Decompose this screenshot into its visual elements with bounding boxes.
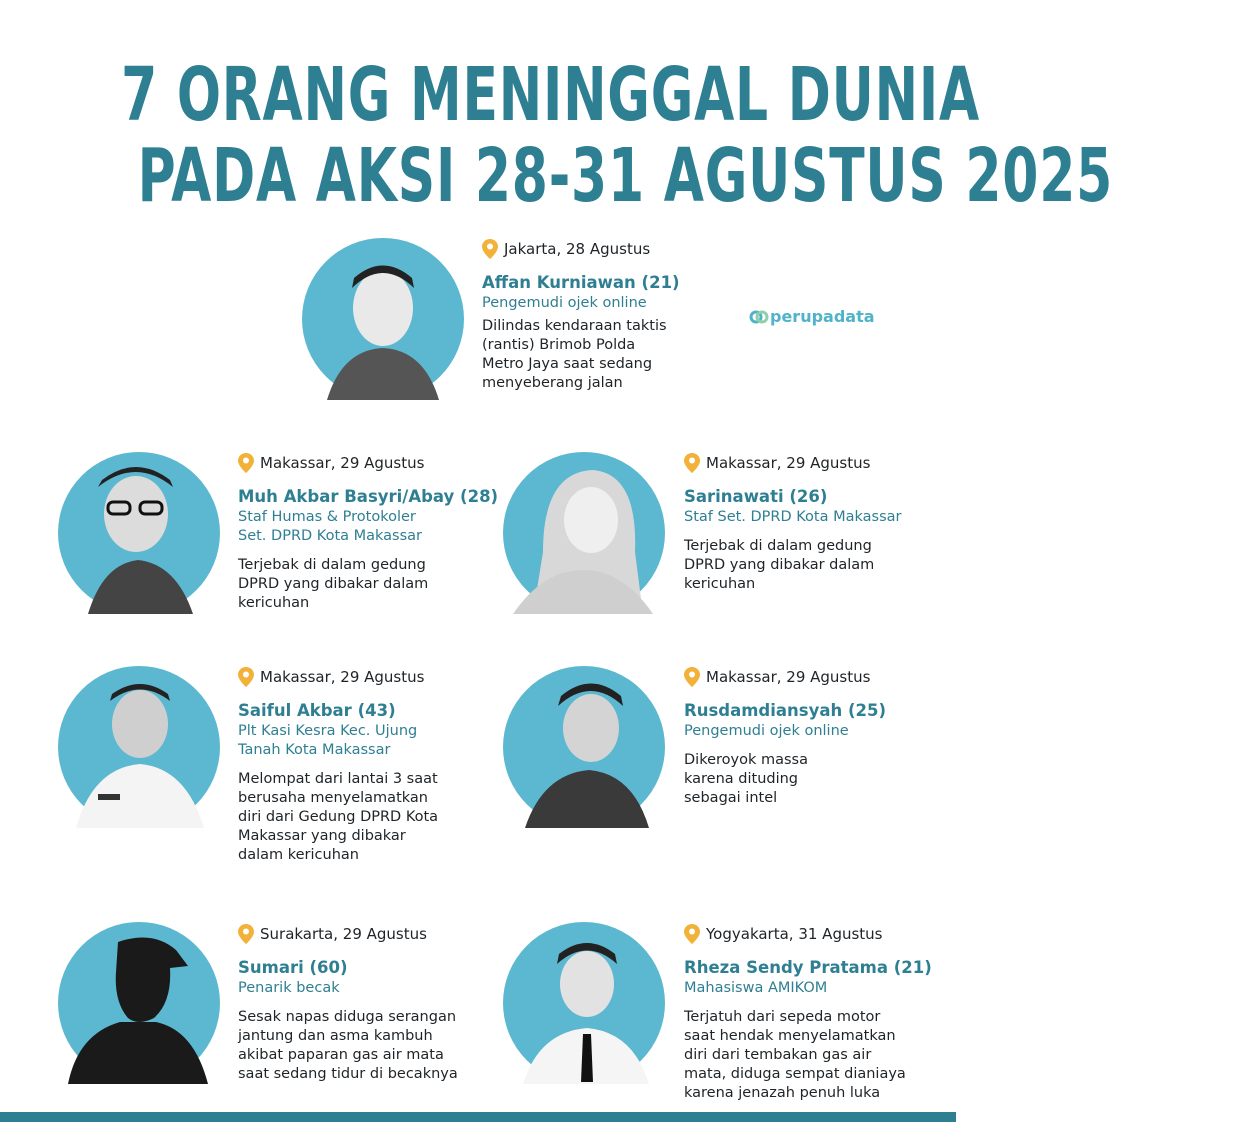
person-role: Staf Set. DPRD Kota Makassar bbox=[684, 509, 902, 525]
location-pin-icon bbox=[238, 453, 254, 473]
person-name: Affan Kurniawan (21) bbox=[482, 273, 680, 292]
person-card-sumari bbox=[238, 924, 488, 1084]
portrait-silhouette-sumari bbox=[58, 922, 220, 1084]
person-description: Terjatuh dari sepeda motor saat hendak menyelamatkan diri dari tembakan gas air mata, diduga sempat dianiaya karena jenazah penuh luka bbox=[684, 1009, 906, 1101]
portrait-photo-rusdamdiansyah bbox=[503, 666, 665, 828]
location bbox=[238, 924, 488, 944]
location-text: Yogyakarta, 31 Agustus bbox=[706, 924, 883, 943]
person-card-rheza bbox=[684, 924, 944, 1103]
bottom-accent-bar bbox=[0, 1112, 956, 1122]
person-card-sarinawati bbox=[684, 453, 944, 594]
portrait-photo-rheza bbox=[503, 922, 665, 1084]
location-text: Jakarta, 28 Agustus bbox=[504, 239, 651, 258]
location bbox=[684, 924, 944, 944]
portrait-photo-muh-akbar bbox=[58, 452, 220, 614]
person-role: Pengemudi ojek online bbox=[482, 295, 647, 311]
location-text: Makassar, 29 Agustus bbox=[706, 453, 871, 472]
person-name: Sarinawati (26) bbox=[684, 487, 828, 506]
person-card-rusdamdiansyah bbox=[684, 667, 944, 808]
perupadata-logo bbox=[750, 307, 875, 326]
title-line-1 bbox=[0, 52, 980, 138]
logo-text: perupadata bbox=[770, 307, 875, 326]
location bbox=[684, 453, 944, 473]
person-role: Pengemudi ojek online bbox=[684, 723, 849, 739]
location-pin-icon bbox=[238, 924, 254, 944]
location-pin-icon bbox=[482, 239, 498, 259]
person-description: Terjebak di dalam gedung DPRD yang dibakar dalam kericuhan bbox=[684, 538, 875, 592]
portrait-photo-sarinawati bbox=[503, 452, 665, 614]
person-card-muh-akbar bbox=[238, 453, 498, 613]
person-description: Sesak napas diduga serangan jantung dan asma kambuh akibat paparan gas air mata saat sedang tidur di becaknya bbox=[238, 1009, 458, 1082]
person-role: Staf Humas & Protokoler Set. DPRD Kota Makassar bbox=[238, 509, 423, 544]
location-text: Makassar, 29 Agustus bbox=[706, 667, 871, 686]
person-card-affan bbox=[482, 239, 722, 393]
person-name: Sumari (60) bbox=[238, 958, 348, 977]
location-text: Makassar, 29 Agustus bbox=[260, 453, 425, 472]
person-description: Dikeroyok massa karena dituding sebagai intel bbox=[684, 752, 808, 806]
person-card-saiful-akbar bbox=[238, 667, 488, 865]
person-description: Dilindas kendaraan taktis (rantis) Brimob Polda Metro Jaya saat sedang menyeberang jalan bbox=[482, 318, 667, 391]
title-line-2-text: PADA AKSI 28-31 AGUSTUS 2025 bbox=[137, 133, 1114, 219]
person-role: Mahasiswa AMIKOM bbox=[684, 980, 828, 996]
location bbox=[482, 239, 722, 259]
person-role: Plt Kasi Kesra Kec. Ujung Tanah Kota Makassar bbox=[238, 723, 418, 758]
location bbox=[684, 667, 944, 687]
person-name: Saiful Akbar (43) bbox=[238, 701, 396, 720]
location-text: Makassar, 29 Agustus bbox=[260, 667, 425, 686]
perupadata-logo-icon bbox=[750, 308, 768, 326]
location-pin-icon bbox=[684, 453, 700, 473]
location-pin-icon bbox=[684, 667, 700, 687]
location-pin-icon bbox=[684, 924, 700, 944]
location-pin-icon bbox=[238, 667, 254, 687]
person-name: Rusdamdiansyah (25) bbox=[684, 701, 887, 720]
location bbox=[238, 667, 488, 687]
portrait-photo-affan bbox=[302, 238, 464, 400]
person-name: Muh Akbar Basyri/Abay (28) bbox=[238, 487, 499, 506]
location-text: Surakarta, 29 Agustus bbox=[260, 924, 427, 943]
person-description: Melompat dari lantai 3 saat berusaha menyelamatkan diri dari Gedung DPRD Kota Makassar yang dibakar dalam kericuhan bbox=[238, 771, 439, 863]
location bbox=[238, 453, 498, 473]
portrait-photo-saiful-akbar bbox=[58, 666, 220, 828]
person-name: Rheza Sendy Pratama (21) bbox=[684, 958, 932, 977]
title-line-2 bbox=[0, 133, 1114, 219]
title-line-1-text: 7 ORANG MENINGGAL DUNIA bbox=[121, 52, 980, 138]
person-description: Terjebak di dalam gedung DPRD yang dibakar dalam kericuhan bbox=[238, 557, 429, 611]
person-role: Penarik becak bbox=[238, 980, 340, 996]
